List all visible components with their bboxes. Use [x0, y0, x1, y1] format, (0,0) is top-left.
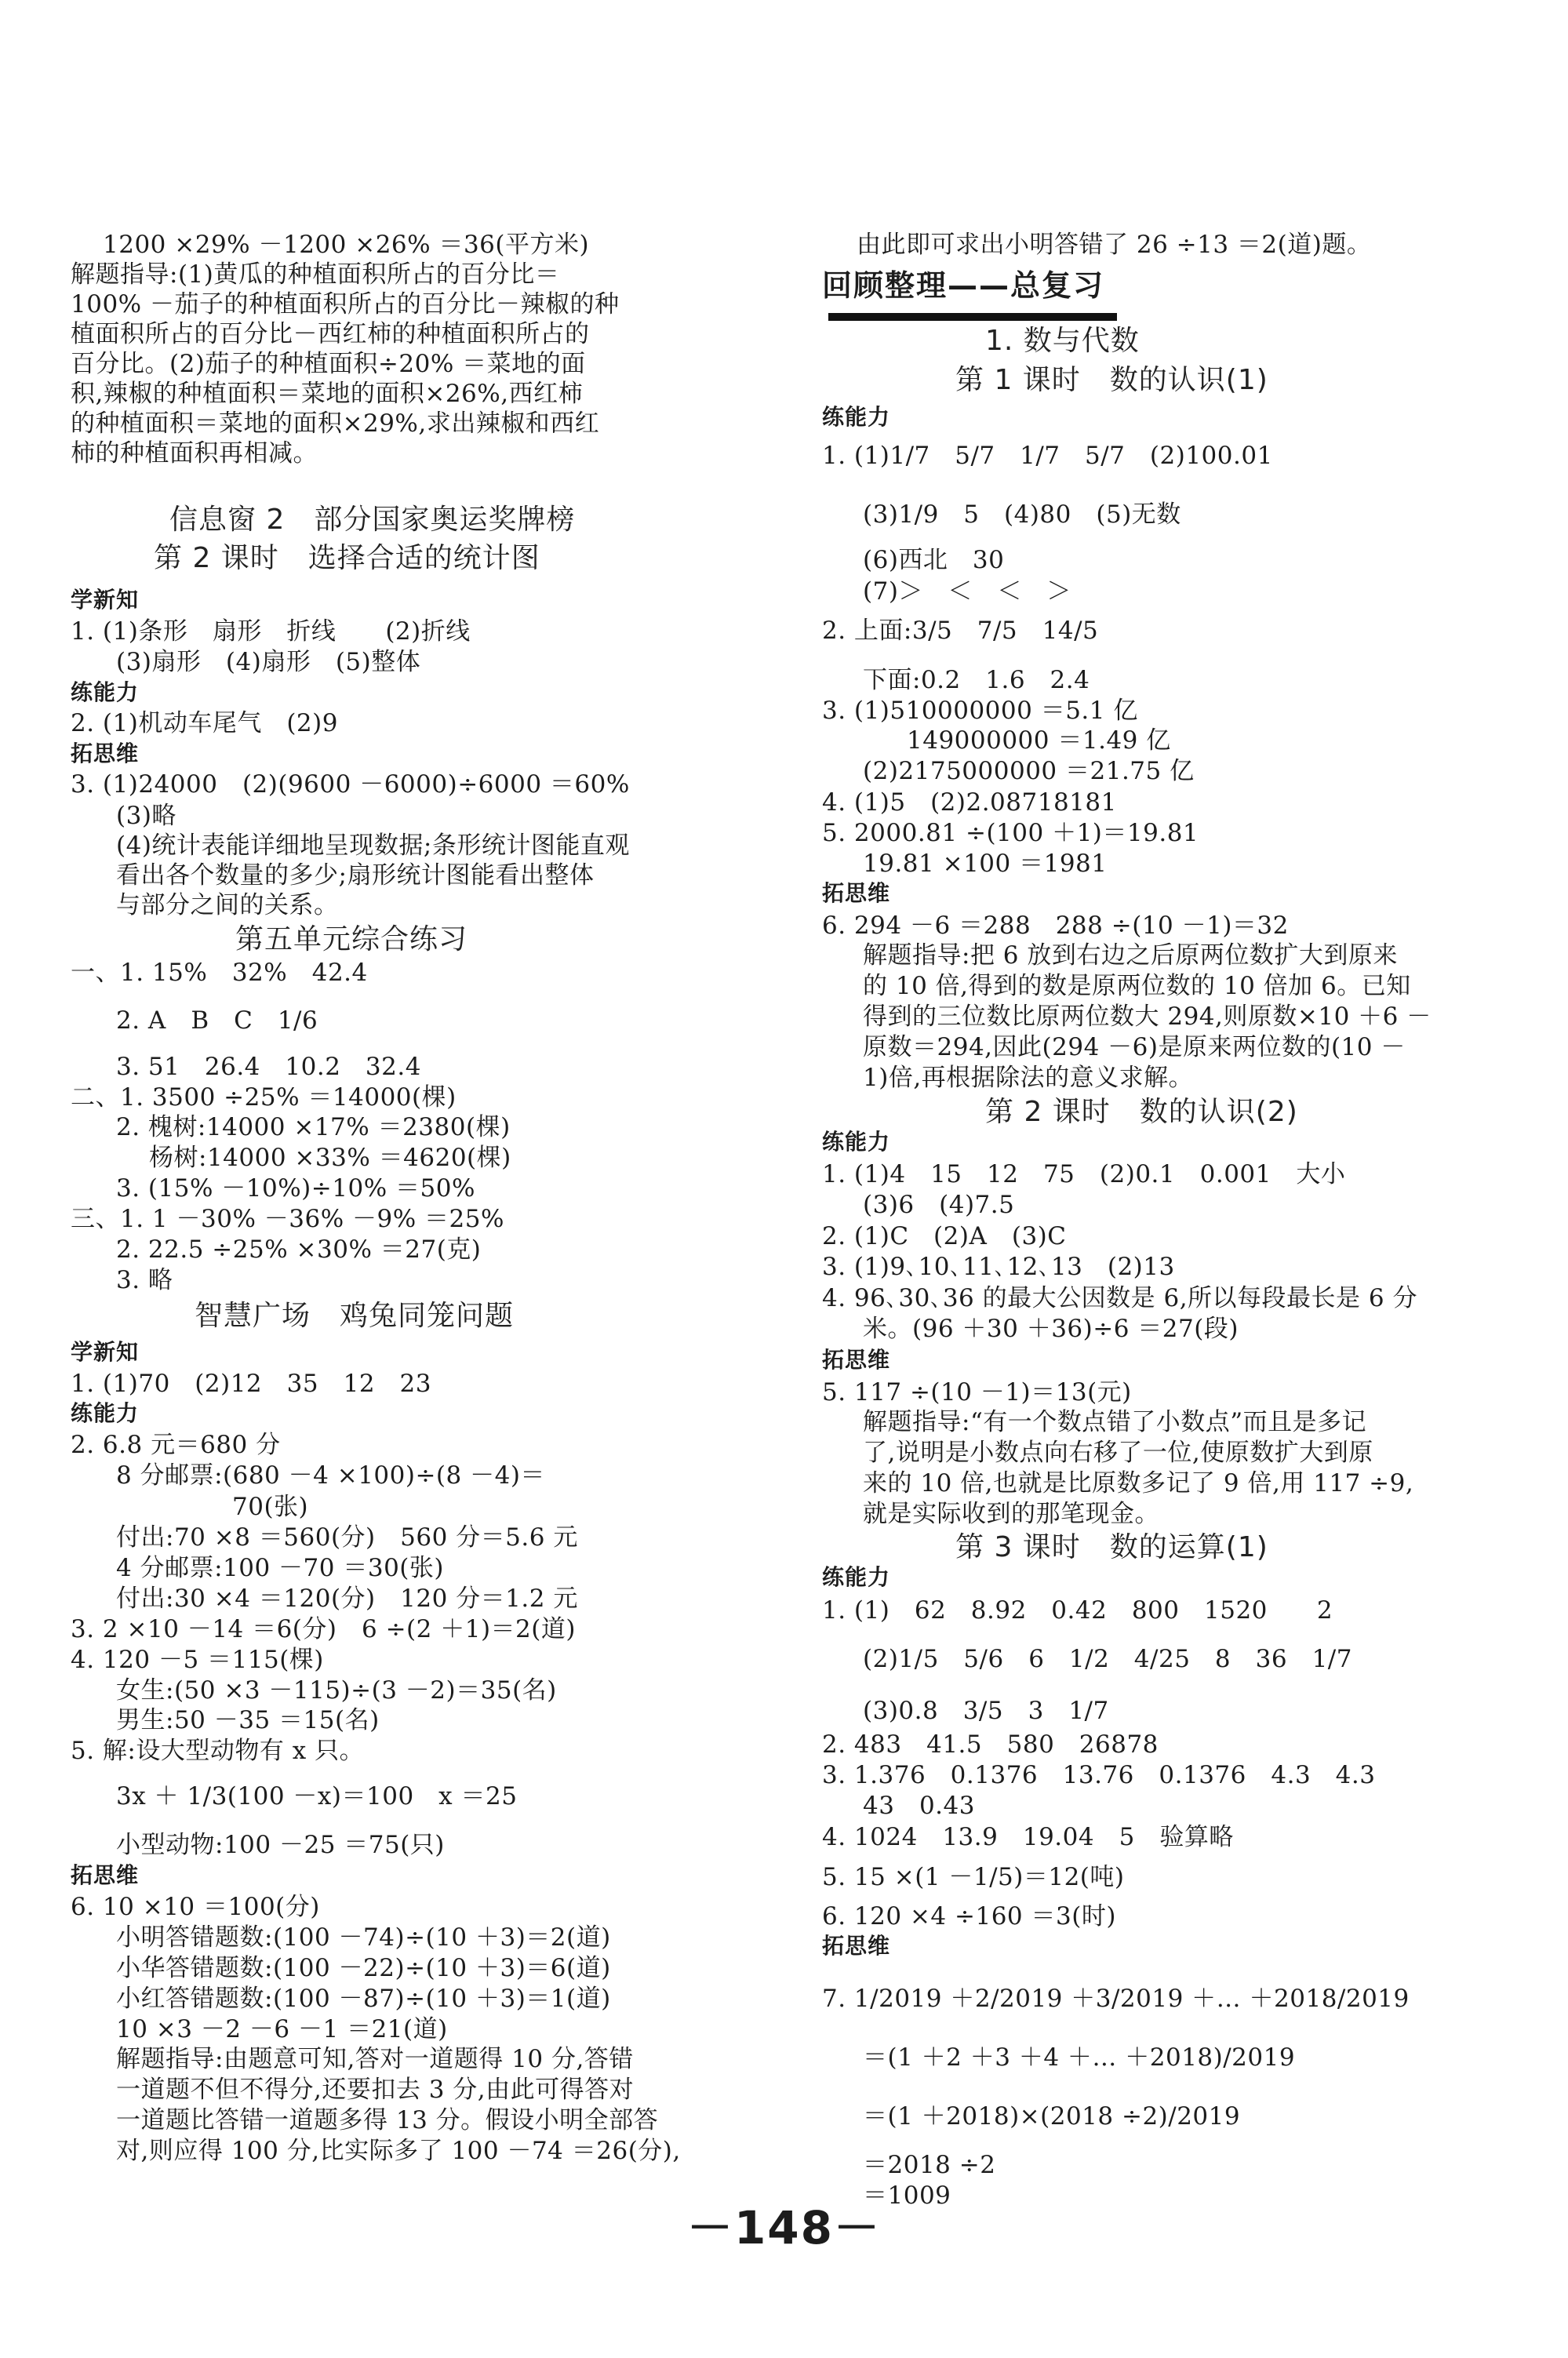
- left-text-line-57: 一道题比答错一道题多得 13 分。假设小明全部答: [116, 2106, 659, 2134]
- left-text-line-4: 百分比。(2)茄子的种植面积÷20% ＝菜地的面: [71, 350, 586, 378]
- left-text-line-50: 6. 10 ×10 ＝100(分): [71, 1893, 320, 1921]
- right-text-line-51: ＝(1 ＋2 ＋3 ＋4 ＋… ＋2018)/2019: [863, 2043, 1296, 2072]
- left-text-line-0: 1200 ×29% －1200 ×26% ＝36(平方米): [103, 231, 590, 259]
- left-text-line-53: 小红答错题数:(100 －87)÷(10 ＋3)＝1(道): [116, 1985, 611, 2013]
- section-heading: 智慧广场 鸡兔同笼问题: [195, 1300, 515, 1332]
- right-text-line-53: ＝2018 ÷2: [863, 2151, 996, 2179]
- right-text-line-30: 4. 96､30､36 的最大公因数是 6,所以每段最长是 6 分: [822, 1284, 1417, 1312]
- section-heading: 第五单元综合练习: [235, 923, 468, 955]
- section-label: 学新知: [71, 587, 140, 613]
- left-text-line-23: 2. A B C 1/6: [116, 1006, 318, 1035]
- right-text-line-0: 由此即可求出小明答错了 26 ÷13 ＝2(道)题。: [857, 231, 1372, 259]
- right-text-line-35: 了,说明是小数点向右移了一位,使原数扩大到原: [863, 1439, 1373, 1467]
- left-text-line-43: 4. 120 －5 ＝115(棵): [71, 1646, 324, 1674]
- right-text-line-44: 3. 1.376 0.1376 13.76 0.1376 4.3 4.3: [822, 1761, 1376, 1789]
- right-text-line-50: 7. 1/2019 ＋2/2019 ＋3/2019 ＋… ＋2018/2019: [822, 1985, 1410, 2013]
- left-text-line-44: 女生:(50 ×3 －115)÷(3 －2)＝35(名): [116, 1676, 557, 1705]
- right-text-line-15: 5. 2000.81 ÷(100 ＋1)＝19.81: [822, 819, 1199, 847]
- right-text-line-28: 2. (1)C (2)A (3)C: [822, 1222, 1067, 1250]
- right-text-line-29: 3. (1)9､10､11､12､13 (2)13: [822, 1253, 1175, 1281]
- left-text-line-2: 100% －茄子的种植面积所占的百分比－辣椒的种: [71, 290, 620, 318]
- right-text-line-19: 解题指导:把 6 放到右边之后原两位数扩大到原来: [863, 941, 1398, 970]
- right-text-line-22: 原数＝294,因此(294 －6)是原来两位数的(10 －: [863, 1033, 1406, 1061]
- right-text-line-14: 4. (1)5 (2)2.08718181: [822, 788, 1117, 817]
- right-text-line-48: 6. 120 ×4 ÷160 ＝3(时): [822, 1902, 1116, 1930]
- left-text-line-31: 3. 略: [116, 1266, 173, 1294]
- right-text-line-33: 5. 117 ÷(10 －1)＝13(元): [822, 1378, 1132, 1406]
- right-text-line-26: 1. (1)4 15 12 75 (2)0.1 0.001 大小: [822, 1160, 1346, 1188]
- section-heading: 第 3 课时 数的运算(1): [955, 1531, 1268, 1563]
- section-label: 拓思维: [822, 1347, 891, 1373]
- section-heading: 第 2 课时 选择合适的统计图: [154, 542, 540, 574]
- right-text-line-11: 3. (1)510000000 ＝5.1 亿: [822, 697, 1138, 725]
- right-text-line-5: 1. (1)1/7 5/7 1/7 5/7 (2)100.01: [822, 442, 1273, 470]
- right-text-line-47: 5. 15 ×(1 －1/5)＝12(吨): [822, 1863, 1125, 1891]
- left-text-line-56: 一道题不但不得分,还要扣去 3 分,由此可得答对: [116, 2076, 635, 2104]
- section-heading: 第 1 课时 数的认识(1): [955, 364, 1268, 396]
- left-text-line-11: 1. (1)条形 扇形 折线 (2)折线: [71, 617, 471, 646]
- right-text-line-41: (2)1/5 5/6 6 1/2 4/25 8 36 1/7: [863, 1645, 1352, 1673]
- left-text-line-58: 对,则应得 100 分,比实际多了 100 －74 ＝26(分),: [116, 2137, 681, 2165]
- right-text-line-40: 1. (1) 62 8.92 0.42 800 1520 2: [822, 1596, 1333, 1625]
- section-label: 练能力: [71, 679, 140, 705]
- section-label: 拓思维: [822, 880, 891, 906]
- right-text-line-37: 就是实际收到的那笔现金。: [863, 1500, 1159, 1528]
- left-text-line-36: 2. 6.8 元＝680 分: [71, 1431, 281, 1459]
- section-label: 练能力: [822, 1564, 891, 1590]
- section-label: 练能力: [822, 1129, 891, 1155]
- right-text-line-20: 的 10 倍,得到的数是原两位数的 10 倍加 6。已知: [863, 972, 1411, 1000]
- left-text-line-37: 8 分邮票:(680 －4 ×100)÷(8 －4)＝: [116, 1461, 545, 1490]
- section-label: 拓思维: [71, 741, 140, 766]
- left-text-line-3: 植面积所占的百分比－西红柿的种植面积所占的: [71, 320, 590, 348]
- right-text-line-54: ＝1009: [863, 2182, 951, 2210]
- right-text-line-34: 解题指导:“有一个数点错了小数点”而且是多记: [863, 1408, 1367, 1436]
- right-text-line-21: 得到的三位数比原两位数大 294,则原数×10 ＋6 －: [863, 1003, 1432, 1031]
- section-label: 拓思维: [71, 1862, 140, 1888]
- right-text-line-9: 2. 上面:3/5 7/5 14/5: [822, 617, 1099, 645]
- left-text-line-14: 2. (1)机动车尾气 (2)9: [71, 709, 338, 737]
- left-text-line-5: 积,辣椒的种植面积＝菜地的面积×26%,西红柿: [71, 380, 584, 408]
- left-text-line-26: 2. 槐树:14000 ×17% ＝2380(棵): [116, 1113, 511, 1141]
- left-text-line-34: 1. (1)70 (2)12 35 12 23: [71, 1370, 431, 1398]
- right-text-line-42: (3)0.8 3/5 3 1/7: [863, 1697, 1109, 1725]
- right-text-line-43: 2. 483 41.5 580 26878: [822, 1730, 1159, 1759]
- left-text-line-51: 小明答错题数:(100 －74)÷(10 ＋3)＝2(道): [116, 1923, 611, 1952]
- left-text-line-12: (3)扇形 (4)扇形 (5)整体: [116, 648, 421, 676]
- left-text-line-47: 3x ＋ 1/3(100 －x)＝100 x ＝25: [116, 1782, 518, 1810]
- right-text-line-6: (3)1/9 5 (4)80 (5)无数: [863, 500, 1181, 529]
- left-column: [0, 0, 737, 2358]
- left-text-line-17: (3)略: [116, 802, 176, 830]
- right-text-line-52: ＝(1 ＋2018)×(2018 ÷2)/2019: [863, 2102, 1241, 2131]
- left-text-line-7: 柿的种植面积再相减。: [71, 439, 318, 468]
- left-text-line-52: 小华答错题数:(100 －22)÷(10 ＋3)＝6(道): [116, 1954, 611, 1982]
- left-text-line-41: 付出:30 ×4 ＝120(分) 120 分＝1.2 元: [116, 1585, 578, 1613]
- left-text-line-39: 付出:70 ×8 ＝560(分) 560 分＝5.6 元: [116, 1523, 578, 1552]
- left-text-line-6: 的种植面积＝菜地的面积×29%,求出辣椒和西红: [71, 409, 600, 438]
- left-text-line-25: 二、1. 3500 ÷25% ＝14000(棵): [71, 1083, 457, 1112]
- section-label: 学新知: [71, 1339, 140, 1365]
- left-text-line-30: 2. 22.5 ÷25% ×30% ＝27(克): [116, 1235, 482, 1264]
- section-heading: 信息窗 2 部分国家奥运奖牌榜: [169, 504, 576, 536]
- left-text-line-20: 与部分之间的关系。: [116, 891, 339, 919]
- right-text-line-27: (3)6 (4)7.5: [863, 1191, 1015, 1219]
- left-text-line-19: 看出各个数量的多少;扇形统计图能看出整体: [116, 861, 595, 890]
- right-text-line-13: (2)2175000000 ＝21.75 亿: [863, 757, 1195, 785]
- section-label: 练能力: [822, 404, 891, 430]
- right-text-line-23: 1)倍,再根据除法的意义求解。: [863, 1064, 1194, 1092]
- right-text-line-8: (7)＞ ＜ ＜ ＞: [863, 577, 1071, 606]
- left-text-line-1: 解题指导:(1)黄瓜的种植面积所占的百分比＝: [71, 260, 560, 289]
- left-text-line-24: 3. 51 26.4 10.2 32.4: [116, 1053, 421, 1081]
- section-label: 拓思维: [822, 1933, 891, 1959]
- right-text-line-36: 来的 10 倍,也就是比原数多记了 9 倍,用 117 ÷9,: [863, 1469, 1414, 1497]
- left-text-line-38: 70(张): [232, 1493, 309, 1521]
- left-text-line-55: 解题指导:由题意可知,答对一道题得 10 分,答错: [116, 2045, 634, 2073]
- left-text-line-42: 3. 2 ×10 －14 ＝6(分) 6 ÷(2 ＋1)＝2(道): [71, 1615, 576, 1643]
- section-heading: 1. 数与代数: [985, 325, 1140, 357]
- right-text-line-16: 19.81 ×100 ＝1981: [863, 850, 1108, 878]
- unit-heading: 回顾整理——总复习: [822, 268, 1105, 303]
- unit-heading-bar: [828, 313, 1117, 321]
- left-text-line-46: 5. 解:设大型动物有 x 只。: [71, 1737, 365, 1765]
- left-text-line-54: 10 ×3 －2 －6 －1 ＝21(道): [116, 2015, 448, 2043]
- right-text-line-10: 下面:0.2 1.6 2.4: [863, 666, 1090, 694]
- left-text-line-18: (4)统计表能详细地呈现数据;条形统计图能直观: [116, 831, 630, 860]
- left-text-line-27: 杨树:14000 ×33% ＝4620(棵): [149, 1144, 511, 1172]
- right-text-line-12: 149000000 ＝1.49 亿: [907, 726, 1171, 755]
- left-text-line-28: 3. (15% －10%)÷10% ＝50%: [116, 1174, 475, 1203]
- left-text-line-29: 三、1. 1 －30% －36% －9% ＝25%: [71, 1205, 504, 1233]
- right-text-line-7: (6)西北 30: [863, 546, 1005, 574]
- left-text-line-16: 3. (1)24000 (2)(9600 －6000)÷6000 ＝60%: [71, 770, 630, 799]
- page-number: －148－: [686, 2201, 882, 2254]
- right-text-line-45: 43 0.43: [863, 1792, 975, 1820]
- right-text-line-46: 4. 1024 13.9 19.04 5 验算略: [822, 1823, 1234, 1851]
- left-text-line-22: 一、1. 15% 32% 42.4: [71, 959, 368, 987]
- left-text-line-40: 4 分邮票:100 －70 ＝30(张): [116, 1554, 444, 1582]
- section-heading: 第 2 课时 数的认识(2): [985, 1096, 1298, 1128]
- left-text-line-45: 男生:50 －35 ＝15(名): [116, 1706, 380, 1734]
- right-text-line-18: 6. 294 －6 ＝288 288 ÷(10 －1)＝32: [822, 912, 1289, 940]
- right-column: [784, 0, 1522, 2358]
- section-label: 练能力: [71, 1400, 140, 1426]
- right-text-line-31: 米。(96 ＋30 ＋36)÷6 ＝27(段): [863, 1315, 1239, 1343]
- left-text-line-48: 小型动物:100 －25 ＝75(只): [116, 1831, 445, 1859]
